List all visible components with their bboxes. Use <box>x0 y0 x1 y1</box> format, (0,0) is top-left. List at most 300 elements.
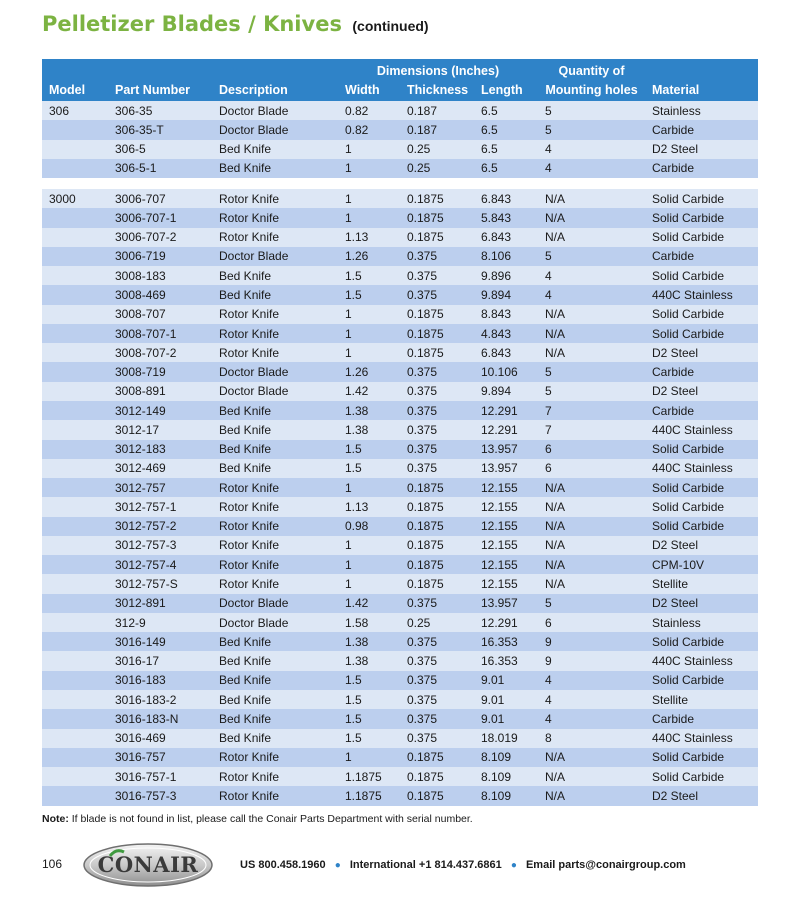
cell-description: Rotor Knife <box>212 478 338 497</box>
cell-thickness: 0.187 <box>400 101 474 120</box>
cell-material: Solid Carbide <box>645 266 758 285</box>
cell-mounting-holes: N/A <box>538 343 645 362</box>
cell-part-number: 3008-469 <box>108 285 212 304</box>
cell-width: 1 <box>338 189 400 208</box>
cell-width: 1.5 <box>338 690 400 709</box>
cell-part-number: 3016-757-3 <box>108 786 212 805</box>
cell-description: Bed Knife <box>212 651 338 670</box>
cell-length: 12.155 <box>474 497 538 516</box>
table-row <box>42 401 758 420</box>
cell-width: 1 <box>338 478 400 497</box>
cell-length: 6.5 <box>474 101 538 120</box>
cell-model <box>42 208 108 227</box>
cell-model <box>42 709 108 728</box>
cell-width: 1.5 <box>338 440 400 459</box>
cell-description: Rotor Knife <box>212 343 338 362</box>
header-length: Length <box>474 78 538 101</box>
cell-model <box>42 651 108 670</box>
cell-model <box>42 362 108 381</box>
cell-width: 1.38 <box>338 632 400 651</box>
cell-mounting-holes: N/A <box>538 208 645 227</box>
cell-part-number: 306-35 <box>108 101 212 120</box>
header-thickness: Thickness <box>400 78 474 101</box>
cell-material: 440C Stainless <box>645 729 758 748</box>
table-row <box>42 159 758 178</box>
cell-length: 5.843 <box>474 208 538 227</box>
table-row <box>42 101 758 120</box>
cell-material: Solid Carbide <box>645 517 758 536</box>
cell-width: 1 <box>338 574 400 593</box>
cell-mounting-holes: N/A <box>538 536 645 555</box>
cell-mounting-holes: N/A <box>538 574 645 593</box>
parts-table-body <box>42 101 758 806</box>
cell-length: 9.894 <box>474 285 538 304</box>
email-label: Email <box>525 859 556 871</box>
cell-mounting-holes: 5 <box>538 101 645 120</box>
cell-width: 1.38 <box>338 420 400 439</box>
cell-material: CPM-10V <box>645 555 758 574</box>
cell-mounting-holes: 4 <box>538 690 645 709</box>
cell-mounting-holes: N/A <box>538 517 645 536</box>
cell-length: 4.843 <box>474 324 538 343</box>
cell-width: 1.1875 <box>338 786 400 805</box>
cell-thickness: 0.375 <box>400 362 474 381</box>
cell-part-number: 3012-757-2 <box>108 517 212 536</box>
cell-thickness: 0.375 <box>400 420 474 439</box>
cell-mounting-holes: 4 <box>538 140 645 159</box>
cell-width: 1 <box>338 555 400 574</box>
cell-thickness: 0.1875 <box>400 305 474 324</box>
cell-part-number: 3016-183-N <box>108 709 212 728</box>
cell-thickness: 0.375 <box>400 459 474 478</box>
cell-material: Solid Carbide <box>645 440 758 459</box>
cell-description: Bed Knife <box>212 420 338 439</box>
contact-info <box>240 859 686 871</box>
cell-model <box>42 497 108 516</box>
table-row <box>42 574 758 593</box>
cell-width: 1 <box>338 324 400 343</box>
cell-material: Stellite <box>645 574 758 593</box>
cell-model <box>42 266 108 285</box>
cell-width: 1.38 <box>338 651 400 670</box>
cell-mounting-holes: N/A <box>538 555 645 574</box>
cell-part-number: 3008-183 <box>108 266 212 285</box>
cell-thickness: 0.25 <box>400 159 474 178</box>
page-number: 106 <box>42 857 63 871</box>
cell-description: Bed Knife <box>212 632 338 651</box>
cell-description: Bed Knife <box>212 401 338 420</box>
cell-description: Bed Knife <box>212 729 338 748</box>
cell-length: 12.291 <box>474 613 538 632</box>
table-row <box>42 517 758 536</box>
cell-description: Bed Knife <box>212 709 338 728</box>
cell-thickness: 0.1875 <box>400 228 474 247</box>
header-description: Description <box>212 78 338 101</box>
cell-thickness: 0.1875 <box>400 555 474 574</box>
table-row <box>42 555 758 574</box>
cell-description: Bed Knife <box>212 690 338 709</box>
cell-material: D2 Steel <box>645 594 758 613</box>
cell-part-number: 3016-183-2 <box>108 690 212 709</box>
cell-width: 1.58 <box>338 613 400 632</box>
cell-material: Solid Carbide <box>645 767 758 786</box>
cell-mounting-holes: 4 <box>538 671 645 690</box>
cell-description: Doctor Blade <box>212 120 338 139</box>
cell-model <box>42 671 108 690</box>
cell-width: 0.82 <box>338 120 400 139</box>
cell-part-number: 3012-757-4 <box>108 555 212 574</box>
footnote-text: If blade is not found in list, please call the Conair Parts Department with serial number. <box>68 813 473 825</box>
cell-part-number: 3012-757-3 <box>108 536 212 555</box>
cell-material: Solid Carbide <box>645 228 758 247</box>
header-spacer <box>108 59 212 78</box>
cell-mounting-holes: 4 <box>538 285 645 304</box>
cell-width: 1.42 <box>338 382 400 401</box>
cell-length: 12.155 <box>474 478 538 497</box>
cell-thickness: 0.1875 <box>400 478 474 497</box>
cell-thickness: 0.1875 <box>400 343 474 362</box>
cell-material: Carbide <box>645 709 758 728</box>
cell-model <box>42 324 108 343</box>
table-row <box>42 285 758 304</box>
cell-length: 6.843 <box>474 189 538 208</box>
table-row <box>42 324 758 343</box>
cell-thickness: 0.1875 <box>400 517 474 536</box>
header-spacer <box>645 59 758 78</box>
cell-material: Solid Carbide <box>645 305 758 324</box>
cell-thickness: 0.375 <box>400 690 474 709</box>
cell-model: 306 <box>42 101 108 120</box>
cell-thickness: 0.375 <box>400 440 474 459</box>
cell-thickness: 0.375 <box>400 729 474 748</box>
cell-width: 1.5 <box>338 266 400 285</box>
cell-length: 9.894 <box>474 382 538 401</box>
cell-length: 6.5 <box>474 120 538 139</box>
cell-part-number: 3006-707-1 <box>108 208 212 227</box>
us-phone: 800.458.1960 <box>258 859 326 871</box>
cell-part-number: 3012-757-S <box>108 574 212 593</box>
table-row <box>42 208 758 227</box>
cell-material: Stainless <box>645 101 758 120</box>
cell-thickness: 0.375 <box>400 401 474 420</box>
cell-description: Bed Knife <box>212 140 338 159</box>
header-model: Model <box>42 78 108 101</box>
cell-width: 1.5 <box>338 729 400 748</box>
cell-description: Bed Knife <box>212 159 338 178</box>
cell-width: 1.1875 <box>338 767 400 786</box>
cell-length: 18.019 <box>474 729 538 748</box>
header-width: Width <box>338 78 400 101</box>
cell-part-number: 3012-17 <box>108 420 212 439</box>
table-row <box>42 362 758 381</box>
header-mounting-holes: Mounting holes <box>538 78 645 101</box>
cell-description: Bed Knife <box>212 285 338 304</box>
cell-part-number: 3008-707 <box>108 305 212 324</box>
table-row <box>42 140 758 159</box>
cell-thickness: 0.375 <box>400 651 474 670</box>
cell-description: Rotor Knife <box>212 228 338 247</box>
cell-model <box>42 305 108 324</box>
cell-material: Carbide <box>645 247 758 266</box>
cell-mounting-holes: N/A <box>538 478 645 497</box>
table-row <box>42 266 758 285</box>
cell-description: Rotor Knife <box>212 748 338 767</box>
cell-part-number: 3012-891 <box>108 594 212 613</box>
cell-length: 12.155 <box>474 536 538 555</box>
cell-mounting-holes: 6 <box>538 440 645 459</box>
cell-material: Solid Carbide <box>645 324 758 343</box>
cell-model <box>42 690 108 709</box>
cell-description: Rotor Knife <box>212 497 338 516</box>
cell-length: 8.843 <box>474 305 538 324</box>
cell-length: 13.957 <box>474 459 538 478</box>
cell-description: Rotor Knife <box>212 517 338 536</box>
table-header-row-1 <box>42 59 758 78</box>
cell-length: 8.106 <box>474 247 538 266</box>
cell-description: Bed Knife <box>212 440 338 459</box>
cell-mounting-holes: N/A <box>538 189 645 208</box>
table-row <box>42 497 758 516</box>
cell-thickness: 0.1875 <box>400 324 474 343</box>
cell-part-number: 3016-757 <box>108 748 212 767</box>
cell-description: Rotor Knife <box>212 189 338 208</box>
cell-length: 9.01 <box>474 690 538 709</box>
cell-material: D2 Steel <box>645 786 758 805</box>
cell-mounting-holes: 7 <box>538 401 645 420</box>
cell-description: Rotor Knife <box>212 208 338 227</box>
cell-model <box>42 459 108 478</box>
cell-description: Rotor Knife <box>212 786 338 805</box>
cell-mounting-holes: 8 <box>538 729 645 748</box>
cell-part-number: 3016-757-1 <box>108 767 212 786</box>
cell-part-number: 3012-469 <box>108 459 212 478</box>
cell-part-number: 306-5 <box>108 140 212 159</box>
cell-thickness: 0.375 <box>400 266 474 285</box>
cell-length: 8.109 <box>474 748 538 767</box>
cell-length: 6.5 <box>474 140 538 159</box>
cell-model <box>42 420 108 439</box>
cell-description: Doctor Blade <box>212 594 338 613</box>
cell-part-number: 3012-183 <box>108 440 212 459</box>
cell-material: Solid Carbide <box>645 748 758 767</box>
table-header-row-2 <box>42 78 758 101</box>
cell-mounting-holes: N/A <box>538 228 645 247</box>
cell-thickness: 0.1875 <box>400 497 474 516</box>
cell-thickness: 0.375 <box>400 382 474 401</box>
cell-mounting-holes: 9 <box>538 651 645 670</box>
cell-part-number: 3012-757-1 <box>108 497 212 516</box>
cell-model <box>42 786 108 805</box>
page-title <box>42 12 429 36</box>
group-spacer <box>42 178 758 189</box>
cell-model <box>42 343 108 362</box>
cell-mounting-holes: 9 <box>538 632 645 651</box>
table-row <box>42 228 758 247</box>
cell-width: 1.13 <box>338 228 400 247</box>
cell-description: Rotor Knife <box>212 767 338 786</box>
conair-logo <box>82 842 214 888</box>
page-footer <box>0 840 804 890</box>
cell-mounting-holes: 6 <box>538 459 645 478</box>
cell-description: Rotor Knife <box>212 555 338 574</box>
us-label: US <box>240 859 256 871</box>
cell-length: 6.843 <box>474 228 538 247</box>
cell-material: 440C Stainless <box>645 459 758 478</box>
cell-length: 12.291 <box>474 420 538 439</box>
table-row <box>42 594 758 613</box>
cell-thickness: 0.375 <box>400 671 474 690</box>
cell-width: 1.13 <box>338 497 400 516</box>
table-row <box>42 247 758 266</box>
table-row <box>42 440 758 459</box>
cell-length: 9.01 <box>474 671 538 690</box>
header-part-number: Part Number <box>108 78 212 101</box>
table-row <box>42 651 758 670</box>
cell-mounting-holes: 5 <box>538 120 645 139</box>
header-spacer <box>42 59 108 78</box>
parts-table <box>42 59 758 806</box>
bullet-icon: ● <box>334 860 341 871</box>
cell-width: 1 <box>338 305 400 324</box>
table-row <box>42 748 758 767</box>
cell-part-number: 3016-469 <box>108 729 212 748</box>
cell-part-number: 312-9 <box>108 613 212 632</box>
cell-material: Solid Carbide <box>645 189 758 208</box>
cell-mounting-holes: 4 <box>538 709 645 728</box>
cell-model <box>42 440 108 459</box>
cell-mounting-holes: N/A <box>538 324 645 343</box>
cell-part-number: 3006-719 <box>108 247 212 266</box>
cell-length: 16.353 <box>474 632 538 651</box>
table-row <box>42 729 758 748</box>
cell-mounting-holes: N/A <box>538 786 645 805</box>
cell-model <box>42 401 108 420</box>
cell-part-number: 3006-707-2 <box>108 228 212 247</box>
cell-width: 1.5 <box>338 285 400 304</box>
cell-description: Bed Knife <box>212 266 338 285</box>
cell-material: Solid Carbide <box>645 632 758 651</box>
bullet-icon: ● <box>510 860 517 871</box>
table-row <box>42 536 758 555</box>
cell-thickness: 0.1875 <box>400 748 474 767</box>
cell-thickness: 0.25 <box>400 613 474 632</box>
cell-model <box>42 478 108 497</box>
cell-length: 9.01 <box>474 709 538 728</box>
cell-material: 440C Stainless <box>645 420 758 439</box>
table-row <box>42 767 758 786</box>
cell-material: D2 Steel <box>645 382 758 401</box>
footnote <box>42 813 473 825</box>
cell-mounting-holes: N/A <box>538 305 645 324</box>
cell-width: 1 <box>338 140 400 159</box>
page-title-main: Pelletizer Blades / Knives <box>42 12 342 36</box>
cell-description: Rotor Knife <box>212 305 338 324</box>
spacer-cell <box>42 178 758 189</box>
table-row <box>42 343 758 362</box>
cell-material: Solid Carbide <box>645 671 758 690</box>
email-link[interactable]: parts@conairgroup.com <box>558 859 686 871</box>
cell-part-number: 3008-891 <box>108 382 212 401</box>
table-row <box>42 459 758 478</box>
cell-description: Bed Knife <box>212 671 338 690</box>
cell-length: 9.896 <box>474 266 538 285</box>
header-quantity-of: Quantity of <box>538 59 645 78</box>
cell-material: Solid Carbide <box>645 497 758 516</box>
cell-description: Doctor Blade <box>212 613 338 632</box>
cell-thickness: 0.375 <box>400 285 474 304</box>
cell-description: Rotor Knife <box>212 574 338 593</box>
cell-thickness: 0.1875 <box>400 208 474 227</box>
cell-mounting-holes: 6 <box>538 613 645 632</box>
cell-material: Carbide <box>645 362 758 381</box>
cell-length: 6.843 <box>474 343 538 362</box>
cell-length: 13.957 <box>474 440 538 459</box>
cell-model <box>42 594 108 613</box>
cell-length: 12.155 <box>474 517 538 536</box>
cell-mounting-holes: N/A <box>538 767 645 786</box>
cell-thickness: 0.187 <box>400 120 474 139</box>
cell-mounting-holes: 4 <box>538 159 645 178</box>
intl-label: International <box>349 859 416 871</box>
cell-part-number: 3008-719 <box>108 362 212 381</box>
cell-material: D2 Steel <box>645 140 758 159</box>
cell-mounting-holes: N/A <box>538 748 645 767</box>
cell-part-number: 3016-183 <box>108 671 212 690</box>
cell-material: D2 Steel <box>645 536 758 555</box>
cell-length: 8.109 <box>474 767 538 786</box>
cell-mounting-holes: 5 <box>538 247 645 266</box>
table-row <box>42 613 758 632</box>
cell-description: Doctor Blade <box>212 362 338 381</box>
cell-description: Rotor Knife <box>212 536 338 555</box>
cell-width: 1.26 <box>338 247 400 266</box>
cell-mounting-holes: 4 <box>538 266 645 285</box>
cell-material: Carbide <box>645 401 758 420</box>
cell-width: 1.5 <box>338 459 400 478</box>
page-title-continued: (continued) <box>352 18 429 34</box>
cell-model <box>42 140 108 159</box>
cell-mounting-holes: 5 <box>538 362 645 381</box>
cell-thickness: 0.1875 <box>400 189 474 208</box>
cell-material: Stellite <box>645 690 758 709</box>
cell-thickness: 0.375 <box>400 709 474 728</box>
cell-material: Carbide <box>645 120 758 139</box>
table-row <box>42 709 758 728</box>
cell-width: 0.98 <box>338 517 400 536</box>
cell-model <box>42 382 108 401</box>
cell-part-number: 306-35-T <box>108 120 212 139</box>
cell-part-number: 3016-17 <box>108 651 212 670</box>
cell-part-number: 3012-757 <box>108 478 212 497</box>
cell-model <box>42 536 108 555</box>
cell-model <box>42 613 108 632</box>
cell-model <box>42 120 108 139</box>
table-row <box>42 120 758 139</box>
cell-width: 1.26 <box>338 362 400 381</box>
cell-part-number: 3008-707-1 <box>108 324 212 343</box>
cell-description: Bed Knife <box>212 459 338 478</box>
cell-mounting-holes: 5 <box>538 382 645 401</box>
cell-model <box>42 632 108 651</box>
cell-length: 8.109 <box>474 786 538 805</box>
cell-part-number: 3016-149 <box>108 632 212 651</box>
cell-material: Stainless <box>645 613 758 632</box>
table-row <box>42 382 758 401</box>
cell-model <box>42 285 108 304</box>
footnote-label: Note: <box>42 813 69 825</box>
table-row <box>42 671 758 690</box>
cell-width: 1.42 <box>338 594 400 613</box>
